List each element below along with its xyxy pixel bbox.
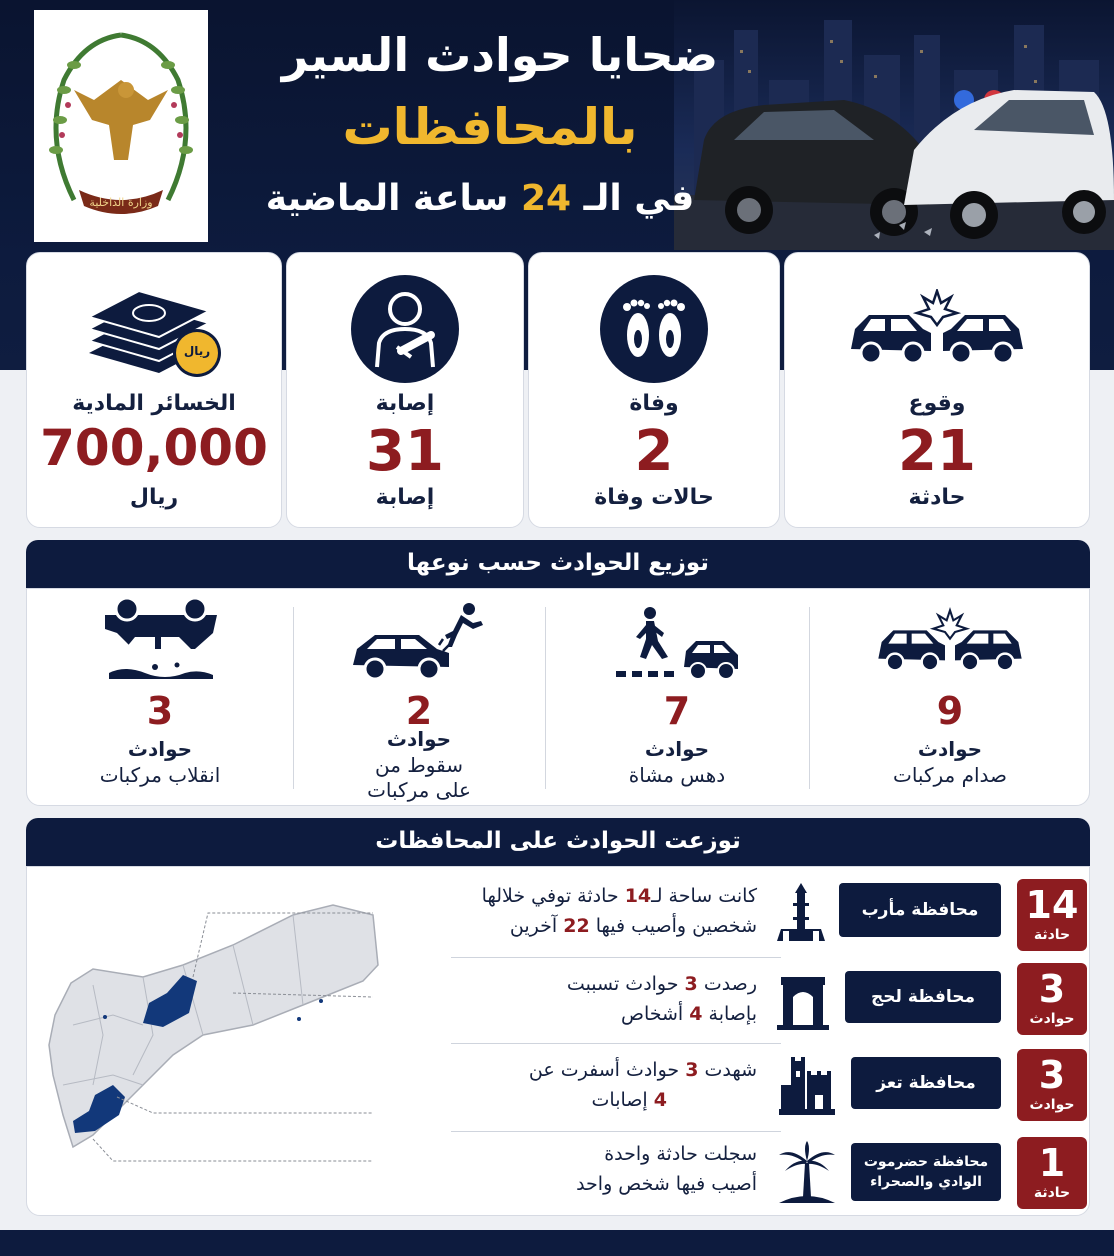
stat-unit: حالات وفاة [594,485,714,510]
type-fall [293,589,545,807]
footprints-icon [598,273,710,389]
type-count: 9 [936,689,964,733]
type-count: 7 [663,689,691,733]
archway-icon [775,971,831,1031]
stat-value: 2 [634,419,674,484]
stat-unit: ريال [129,485,179,510]
count-unit: حادثة [1033,1185,1071,1201]
gov-row-hadramout [387,1137,1087,1217]
count-unit: حوادث [1029,1097,1075,1113]
stat-unit: إصابة [375,485,435,510]
types-section [26,588,1090,806]
count: 14 [1025,883,1079,927]
gov-desc: شهدت 3 حوادث أسفرت عن 4 إصابات [528,1059,757,1111]
gov-row-taiz [387,1049,1087,1129]
gov-name-text: محافظة حضرموت [863,1154,989,1170]
type-unit: حوادث [127,737,193,761]
car-collision-icon [875,607,1025,681]
gov-desc: كانت ساحة لـ14 حادثة توفي خلالها شخصين وأصيب فيها 22 آخرين [481,885,757,937]
type-name: دهس مشاة [628,763,726,787]
row-divider [451,1043,781,1044]
type-name: صدام مركبات [892,763,1007,787]
title-suffix: ساعة الماضية [265,178,509,219]
type-rollover [27,589,293,807]
money-stack-icon [79,273,229,387]
title-line-2: بالمحافظات [342,98,638,156]
type-unit: حوادث [917,737,983,761]
type-name: سقوط من على مركبات [367,753,471,802]
row-divider [451,957,781,958]
stat-label: الخسائر المادية [72,391,236,416]
title-prefix: في الـ [583,178,695,219]
gov-name [851,1057,1001,1109]
title-line-1: ضحايا حوادث السير [281,28,719,82]
gov-desc: سجلت حادثة واحدة أصيب فيها شخص واحد [576,1143,757,1195]
currency-badge: ريال [183,344,211,358]
footer-bar [0,1230,1114,1256]
count-badge [1017,963,1087,1035]
type-unit: حوادث [386,727,452,751]
fall-from-vehicle-icon [349,601,489,687]
stat-card-losses [26,252,282,528]
palm-tree-icon [777,1141,837,1205]
gov-name [845,971,1001,1023]
type-unit: حوادث [644,737,710,761]
gov-row-lahj [387,963,1087,1043]
gov-name-text: محافظة لحج [871,987,975,1007]
stat-label: إصابة [375,391,435,416]
gov-row-marib [387,875,1087,955]
count-unit: حوادث [1029,1011,1075,1027]
stat-unit: حادثة [908,485,966,510]
castle-icon [777,1055,837,1117]
gov-section-title: توزعت الحوادث على المحافظات [26,818,1090,866]
stat-card-deaths [528,252,780,528]
gov-name [851,1143,1001,1201]
count: 3 [1038,1053,1066,1097]
stat-value: 700,000 [40,419,268,477]
title-hours: 24 [520,178,572,219]
injured-person-icon [349,273,461,389]
type-pedestrian [545,589,809,807]
count-badge [1017,1049,1087,1121]
stat-card-injuries [286,252,524,528]
stat-value: 31 [366,419,444,484]
gov-name-text: محافظة تعز [876,1073,976,1093]
logo-caption: وزارة الداخلية [89,196,153,209]
count-badge [1017,1137,1087,1209]
stat-card-accidents [784,252,1090,528]
type-count: 3 [146,689,174,733]
car-rollover-icon [95,599,225,689]
gov-name-text: محافظة مأرب [861,900,979,920]
type-name: انقلاب مركبات [99,763,221,787]
pedestrian-hit-icon [612,605,742,685]
gov-desc: رصدت 3 حوادث تسببت بإصابة 4 أشخاص [566,973,757,1025]
count-badge [1017,879,1087,951]
stat-value: 21 [898,419,976,484]
ministry-logo [34,10,208,242]
count: 1 [1038,1141,1066,1185]
title-line-3 [250,178,710,219]
stat-label: وقوع [908,391,966,416]
yemen-map [33,885,383,1185]
count: 3 [1038,967,1066,1011]
gov-name-sub: الوادي والصحراء [870,1174,982,1190]
type-count: 2 [405,689,433,733]
stat-label: وفاة [629,391,679,416]
types-section-title: توزيع الحوادث حسب نوعها [26,540,1090,588]
car-crash-icon [847,289,1027,373]
count-unit: حادثة [1033,927,1071,943]
gov-section [26,866,1090,1216]
minaret-icon [773,883,829,943]
row-divider [451,1131,781,1132]
type-collision [809,589,1091,807]
gov-name [839,883,1001,937]
